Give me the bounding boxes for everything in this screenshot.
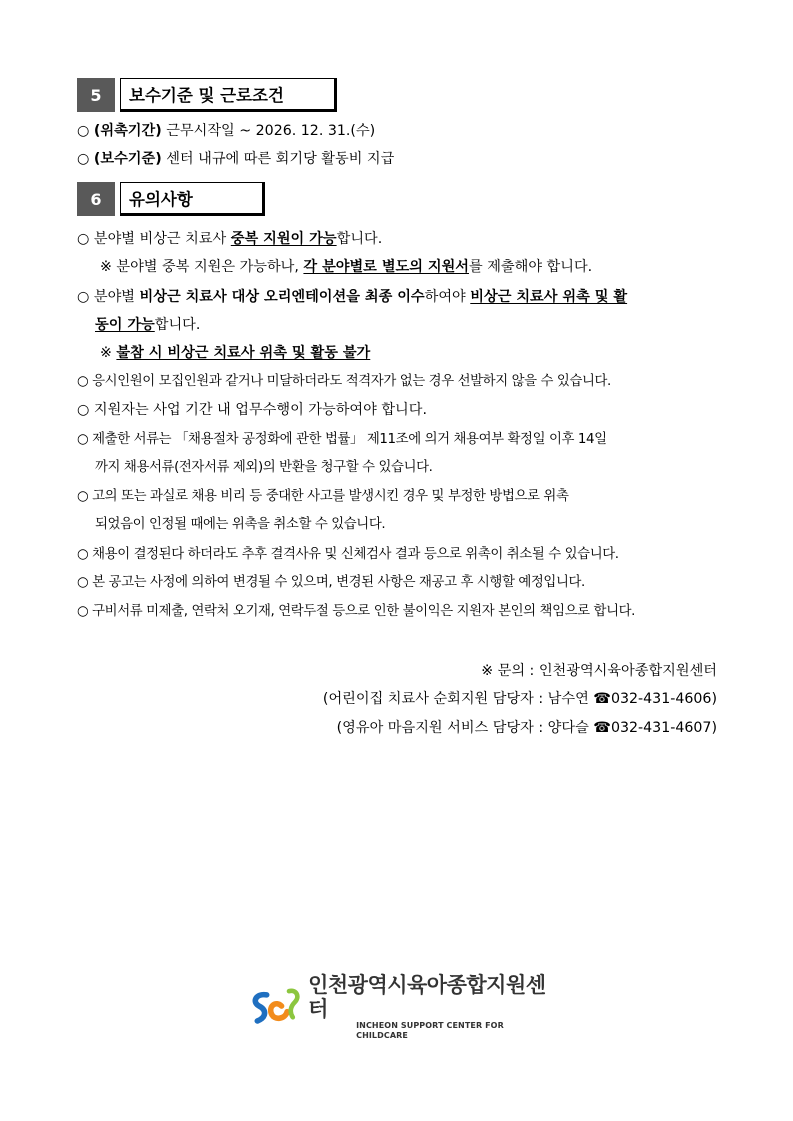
- section-title: 보수기준 및 근로조건: [120, 78, 337, 112]
- list-item: ○ 본 공고는 사정에 의하여 변경될 수 있으며, 변경된 사항은 재공고 후 시행할 예정입니다.: [77, 575, 585, 590]
- list-item: ○ 응시인원이 모집인원과 같거나 미달하더라도 적격자가 없는 경우 선발하지 않을 수 있습니다.: [77, 374, 611, 389]
- list-item: ○ (위촉기간) 근무시작일 ~ 2026. 12. 31.(수): [77, 123, 376, 139]
- section-6-header: [77, 182, 265, 216]
- center-logo: [248, 973, 548, 1040]
- list-item: ○ 제출한 서류는 「채용절차 공정화에 관한 법률」 제11조에 의거 채용여부 확정일 이후 14일: [77, 432, 607, 447]
- list-item-continuation: 되었음이 인정될 때에는 위촉을 취소할 수 있습니다.: [95, 517, 386, 532]
- list-item: ○ 분야별 비상근 치료사 대상 오리엔테이션을 최종 이수하여야 비상근 치료사 위촉 및 활: [77, 289, 628, 305]
- list-item: ○ 채용이 결정된다 하더라도 추후 결격사유 및 신체검사 결과 등으로 위촉이 취소될 수 있습니다.: [77, 547, 619, 562]
- list-item: ○ 구비서류 미제출, 연락처 오기재, 연락두절 등으로 인한 불이익은 지원자 본인의 책임으로 합니다.: [77, 604, 636, 619]
- section-number: 6: [77, 182, 115, 216]
- logo-name-ko: 인천광역시육아종합지원센터: [308, 973, 546, 1021]
- list-note: ※ 분야별 중복 지원은 가능하나, 각 분야별로 별도의 지원서를 제출해야 합니다.: [100, 259, 593, 275]
- section-number: 5: [77, 78, 115, 112]
- list-item: ○ 분야별 비상근 치료사 중복 지원이 가능합니다.: [77, 231, 383, 247]
- list-item-continuation: 까지 채용서류(전자서류 제외)의 반환을 청구할 수 있습니다.: [95, 460, 433, 475]
- contact-heading: ※ 문의 : 인천광역시육아종합지원센터: [481, 663, 717, 679]
- section-5-header: [77, 78, 337, 112]
- center-logo-icon: [248, 984, 302, 1030]
- list-item-continuation: 동이 가능합니다.: [95, 317, 201, 333]
- contact-line: (영유아 마음지원 서비스 담당자 : 양다슬 ☎032-431-4607): [336, 720, 717, 736]
- section-title: 유의사항: [120, 182, 265, 216]
- list-item: ○ 고의 또는 과실로 채용 비리 등 중대한 사고를 발생시킨 경우 및 부정한 방법으로 위촉: [77, 489, 569, 504]
- list-item: ○ 지원자는 사업 기간 내 업무수행이 가능하여야 합니다.: [77, 402, 427, 418]
- list-note: ※ 불참 시 비상근 치료사 위촉 및 활동 불가: [100, 345, 371, 361]
- contact-line: (어린이집 치료사 순회지원 담당자 : 남수연 ☎032-431-4606): [322, 691, 717, 707]
- list-item: ○ (보수기준) 센터 내규에 따른 회기당 활동비 지급: [77, 151, 395, 167]
- logo-name-en: INCHEON SUPPORT CENTER FOR CHILDCARE: [356, 1021, 504, 1040]
